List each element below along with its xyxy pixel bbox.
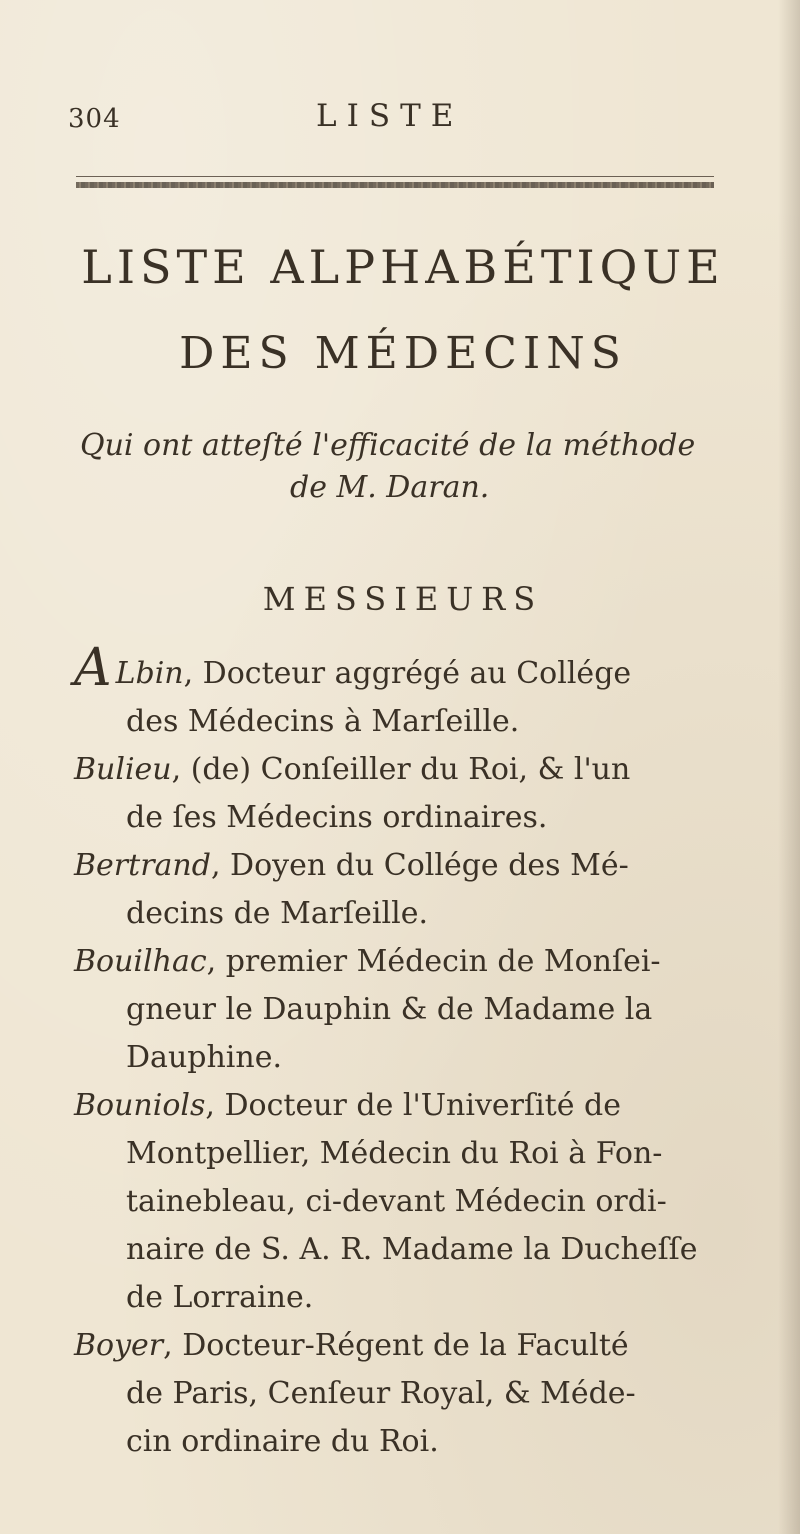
list-entry — [74, 638, 754, 746]
entry-text: , premier Médecin de Monſei- — [206, 944, 661, 979]
entry-text: , Doyen du Collége des Mé- — [210, 848, 629, 883]
page-edge-shadow — [778, 0, 800, 1534]
entry-name: Bertrand — [74, 848, 211, 883]
entry-text: , Docteur de l'Univerſité de — [205, 1088, 621, 1123]
entry-continuation: de ſes Médecins ordinaires. — [126, 800, 548, 835]
page-number: 304 — [68, 104, 121, 134]
entry-continuation: de Paris, Cenſeur Royal, & Méde- — [126, 1376, 636, 1411]
list-entry — [74, 938, 754, 1082]
entry-first-line — [74, 938, 754, 986]
entry-continuation: Dauphine. — [126, 1040, 282, 1075]
title-line-1: LISTE ALPHABÉTIQUE — [81, 240, 725, 294]
subtitle-line-1: Qui ont atteſté l'efficacité de la méthode — [80, 428, 696, 463]
physician-list — [74, 638, 754, 1466]
entry-first-line — [74, 638, 754, 698]
subtitle-line-2: de M. Daran. — [290, 470, 490, 505]
entry-first-line — [74, 842, 754, 890]
entry-name: Bouniols — [74, 1088, 206, 1123]
title-line-2: DES MÉDECINS — [179, 328, 627, 379]
entry-text: , Docteur aggrégé au Collége — [183, 656, 632, 691]
entry-continuation: des Médecins à Marſeille. — [126, 704, 520, 739]
list-entry — [74, 1082, 754, 1322]
entry-first-line — [74, 746, 754, 794]
list-entry — [74, 842, 754, 938]
header-rule-ornamental — [76, 182, 714, 188]
entry-first-line — [74, 1082, 754, 1130]
entry-continuation: naire de S. A. R. Madame la Ducheſſe — [126, 1232, 698, 1267]
page-header — [68, 98, 728, 138]
entry-continuation: cin ordinaire du Roi. — [126, 1424, 439, 1459]
list-entry — [74, 746, 754, 842]
entry-text: , (de) Conſeiller du Roi, & l'un — [171, 752, 631, 787]
section-heading: MESSIEURS — [262, 580, 544, 618]
entry-continuation: Montpellier, Médecin du Roi à Fon- — [126, 1136, 663, 1171]
entry-continuation: decins de Marſeille. — [126, 896, 428, 931]
entry-name: Lbin — [115, 656, 184, 691]
entry-name: Bouilhac — [74, 944, 207, 979]
entry-continuation: de Lorraine. — [126, 1280, 314, 1315]
entry-name: Bulieu — [74, 752, 172, 787]
entry-continuation: tainebleau, ci-devant Médecin ordi- — [126, 1184, 667, 1219]
running-head: LISTE — [316, 98, 464, 134]
entry-first-line — [74, 1322, 754, 1370]
entry-continuation: gneur le Dauphin & de Madame la — [126, 992, 653, 1027]
entry-text: , Docteur-Régent de la Faculté — [163, 1328, 629, 1363]
entry-name: Boyer — [74, 1328, 164, 1363]
list-entry — [74, 1322, 754, 1466]
drop-capital: A — [74, 638, 112, 698]
header-rule-thin — [76, 176, 714, 177]
